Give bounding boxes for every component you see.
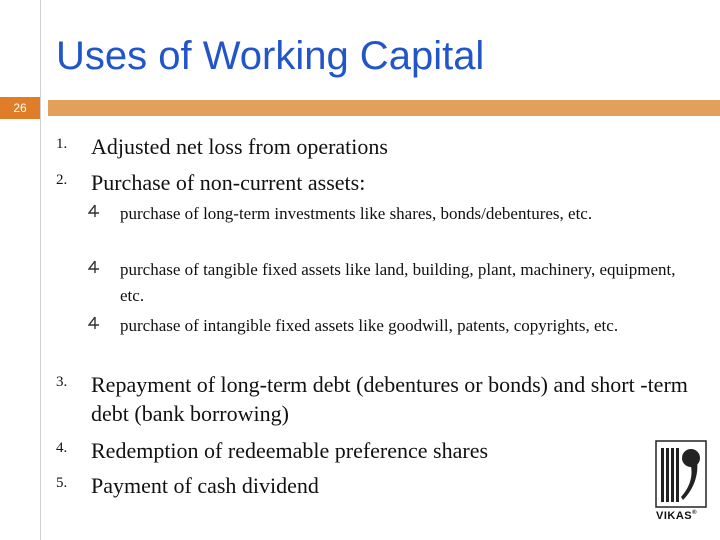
item-text: Purchase of non-current assets: [91, 170, 366, 195]
item-number: 1. [56, 136, 68, 152]
sub-item-text: purchase of tangible fixed assets like land, building, plant, machinery, equipment, etc. [120, 260, 676, 305]
header-rule [48, 100, 720, 116]
bullet-icon [88, 316, 100, 330]
item-number: 2. [56, 172, 68, 188]
item-text: Payment of cash dividend [91, 473, 319, 498]
bullet-icon [88, 204, 100, 218]
item-number: 3. [56, 374, 68, 390]
item-number: 4. [56, 440, 68, 456]
logo-name: VIKAS [656, 510, 693, 522]
slide-left-frame [0, 0, 41, 540]
item-text: Repayment of long-term debt (debentures or bonds) and short -term debt (bank borrowing) [91, 372, 688, 426]
item-text: Adjusted net loss from operations [91, 134, 388, 159]
sub-item-text: purchase of long-term investments like shares, bonds/debentures, etc. [120, 204, 593, 223]
slide-number: 26 [0, 97, 40, 119]
slide-title: Uses of Working Capital [56, 34, 485, 78]
sub-item-text: purchase of intangible fixed assets like goodwill, patents, copyrights, etc. [120, 316, 619, 335]
vikas-logo-text [656, 510, 697, 522]
item-number: 5. [56, 475, 68, 491]
bullet-icon [88, 260, 100, 274]
logo-registered-mark: ® [692, 510, 698, 516]
item-text: Redemption of redeemable preference shares [91, 438, 489, 463]
